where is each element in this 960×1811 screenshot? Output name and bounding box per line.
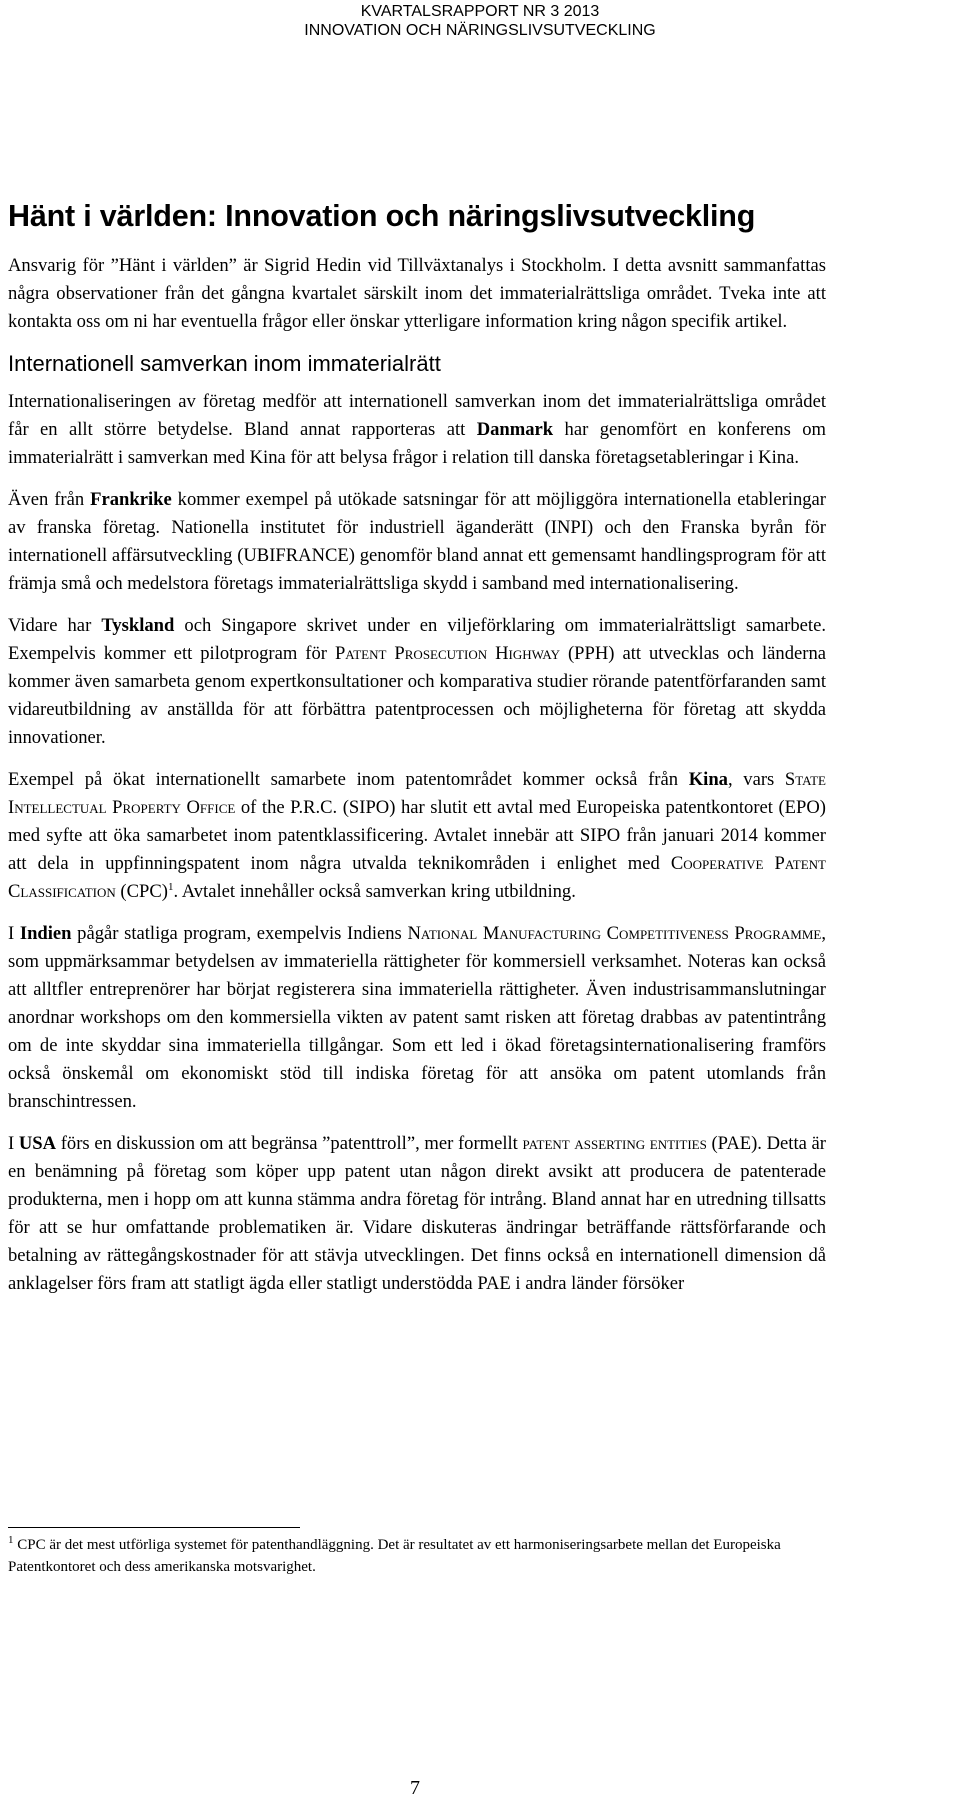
text-run: of the P.R.C. (SIPO) har slutit ett avtal med Europeiska patentkontoret (EPO) med syfte att öka samarbetet inom patentklassificering. Avtalet innebär att SIPO från januari 2014 kommer att dela in uppfinningspatent inom några utvalda teknikområden i enlighet med	[8, 797, 827, 874]
text-run: , som uppmärksammar betydelsen av immateriella rättigheter för kommersiell verksamhet. Noteras kan också att alltfler entreprenörer har börjat registerera sina immateriella rättigheter. Även industrisammanslutningar anordnar workshops om den kommersiella vikten av patent samt risken att företag drabbas av patentintrång om de inte skyddar sina immateriella tillgångar. Som ett led i ökad företagsinternationalisering framförs också önskemål om ekonomiskt stöd till indiska företag för att ansöka om patent utomlands från branschintressen.	[8, 923, 826, 1112]
text-run: pågår statliga program, exempelvis Indiens	[71, 923, 408, 944]
intro-paragraph: Ansvarig för ”Hänt i världen” är Sigrid Hedin vid Tillväxtanalys i Stockholm. I detta avsnitt sammanfattas några observationer från det gångna kvartalet särskilt inom det immaterialrättsliga området. Tveka inte att kontakta oss om ni har eventuella frågor eller önskar ytterligare information kring någon specifik artikel.	[8, 255, 826, 332]
page-title: Hänt i världen: Innovation och näringslivsutveckling	[8, 199, 756, 233]
text-run: Vidare har	[8, 615, 102, 636]
paragraph-france	[8, 486, 826, 598]
header-report-title: KVARTALSRAPPORT NR 3 2013	[360, 3, 600, 20]
text-run: har genomfört en konferens om immaterialrätt i samverkan med Kina för att belysa frågor i relation till danska företagsetableringar i Kina.	[8, 419, 826, 468]
text-run: I	[8, 923, 20, 944]
running-header	[0, 2, 960, 40]
footnote-text: CPC är det mest utförliga systemet för patenthandläggning. Det är resultatet av ett harmoniseringsarbete mellan det Europeiska Patentkontoret och dess amerikanska motsvarighet.	[8, 1537, 781, 1575]
country-name: Tyskland	[101, 615, 175, 636]
program-name: National Manufacturing Competitiveness Programme	[407, 923, 822, 944]
country-name: Danmark	[476, 419, 554, 440]
footnote	[8, 1534, 826, 1578]
footnote-divider	[8, 1527, 300, 1528]
text-run: (CPC)	[115, 881, 168, 902]
text-run: och Singapore skrivet under en viljeförklaring om immaterialrättsligt samarbete. Exempelvis kommer ett pilotprogram för	[8, 615, 826, 664]
text-run: , vars	[727, 769, 785, 790]
section-heading: Internationell samverkan inom immaterialrätt	[8, 351, 441, 376]
footnote-number: 1	[8, 1534, 14, 1546]
paragraph-india	[8, 920, 826, 1116]
classification-name: Cooperative Patent Classification	[8, 853, 826, 902]
text-run: (PPH) att utvecklas och länderna kommer även samarbeta genom expertkonsultationer och komparativa studier rörande patentförfaranden samt vidareutbildning av anställda för att förbättra patentprocessen och möjligheterna för företag att skydda innovationer.	[8, 643, 827, 748]
page-number: 7	[410, 1777, 420, 1799]
paragraph-china	[8, 766, 826, 906]
country-name: Kina	[688, 769, 728, 790]
paragraph-germany	[8, 612, 826, 752]
country-name: Frankrike	[90, 489, 172, 510]
text-run: kommer exempel på utökade satsningar för att möjliggöra internationella etableringar av franska företag. Nationella institutet för industriell äganderätt (INPI) och den Franska byrån för internationell affärsutveckling (UBIFRANCE) genomför bland annat ett gemensamt handlingsprogram för att främja små och medelstora företags immaterialrättsliga skydd i samband med internationalisering.	[8, 489, 826, 594]
text-run: Internationaliseringen av företag medför att internationell samverkan inom det immaterialrättsliga området får en allt större betydelse. Bland annat rapporteras att	[8, 391, 826, 440]
text-run: . Avtalet innehåller också samverkan kring utbildning.	[173, 881, 576, 902]
agency-name: State Intellectual Property Office	[8, 769, 826, 818]
program-name: Patent Prosecution Highway	[334, 643, 561, 664]
country-name: Indien	[19, 923, 72, 944]
paragraph-usa	[8, 1130, 826, 1298]
country-name: USA	[18, 1133, 57, 1154]
text-run: (PAE). Detta är en benämning på företag som köper upp patent utan någon direkt avsikt att producera de patenterade produkterna, men i hopp om att kunna stämma andra företag för intrång. Bland annat har en utredning tillsatts för att se hur omfattande problematiken är. Vidare diskuteras ändringar beträffande rättsförfarande och betalning av rättegångskostnader för att stävja utvecklingen. Det finns också en internationell dimension då anklagelser förs fram att statligt ägda eller statligt understödda PAE i andra länder försöker	[8, 1133, 826, 1294]
paragraph-denmark	[8, 388, 826, 472]
text-run: förs en diskussion om att begränsa ”patenttroll”, mer formellt	[56, 1133, 523, 1154]
text-run: Även från	[8, 489, 91, 510]
text-run: Exempel på ökat internationellt samarbete inom patentområdet kommer också från	[8, 769, 689, 790]
term-name: patent asserting entities	[522, 1133, 707, 1154]
footnote-ref[interactable]: 1	[167, 880, 174, 893]
text-run: I	[8, 1133, 19, 1154]
header-report-subtitle: INNOVATION OCH NÄRINGSLIVSUTVECKLING	[304, 22, 656, 39]
article-body	[8, 196, 826, 1298]
